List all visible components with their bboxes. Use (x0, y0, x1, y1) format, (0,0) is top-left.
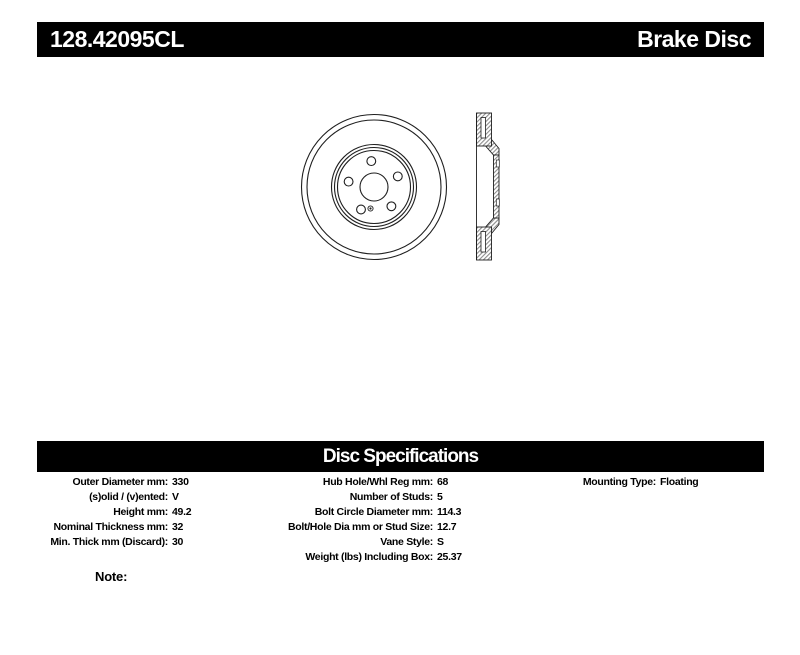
spec-row (28, 490, 191, 505)
spec-row (263, 490, 462, 505)
spec-column-right (506, 475, 698, 490)
spec-column-middle (263, 475, 462, 565)
spec-value: 49.2 (172, 506, 192, 518)
spec-value: 5 (437, 491, 443, 503)
brake-disc-cross-section (477, 113, 500, 260)
spec-label: Bolt Circle Diameter mm: (314, 506, 433, 518)
part-number: 128.42095CL (50, 26, 184, 52)
spec-label: Number of Studs: (349, 491, 433, 503)
spec-row (263, 520, 462, 535)
spec-label: Nominal Thickness mm: (53, 521, 168, 533)
spec-row (28, 475, 191, 490)
spec-value: 68 (437, 476, 449, 488)
spec-label: Hub Hole/Whl Reg mm: (322, 476, 433, 488)
spec-value: 25.37 (437, 551, 462, 563)
set-screw-hole (368, 206, 373, 211)
spec-label: (s)olid / (v)ented: (89, 491, 168, 503)
spec-label: Height mm: (113, 506, 168, 518)
spec-value: 30 (172, 536, 184, 548)
header-bar (37, 22, 764, 57)
spec-row (263, 550, 462, 565)
stud-holes (344, 157, 402, 214)
spec-row (263, 505, 462, 520)
spec-value: 330 (172, 476, 189, 488)
spec-value: S (437, 536, 444, 548)
spec-value: Floating (660, 476, 699, 488)
brake-disc-front-view (302, 115, 447, 260)
spec-row (28, 520, 191, 535)
spec-row (263, 535, 462, 550)
spec-value: 12.7 (437, 521, 457, 533)
spec-row (28, 535, 191, 550)
brake-disc-drawing (280, 95, 520, 275)
spec-label: Mounting Type: (582, 476, 656, 488)
spec-value: 114.3 (437, 506, 462, 518)
note-label: Note: (95, 569, 128, 584)
spec-label: Weight (lbs) Including Box: (305, 551, 433, 563)
spec-label: Vane Style: (380, 536, 433, 548)
spec-row (506, 475, 698, 490)
spec-value: V (172, 491, 179, 503)
spec-row (28, 505, 191, 520)
spec-column-left (28, 475, 191, 550)
spec-label: Min. Thick mm (Discard): (50, 536, 168, 548)
spec-label: Bolt/Hole Dia mm or Stud Size: (287, 521, 433, 533)
spec-label: Outer Diameter mm: (72, 476, 168, 488)
specifications-header-bar (37, 441, 764, 472)
spec-value: 32 (172, 521, 184, 533)
center-hub-hole (360, 173, 388, 201)
page-title: Brake Disc (637, 26, 751, 52)
spec-row (263, 475, 462, 490)
specifications-title: Disc Specifications (322, 445, 479, 467)
